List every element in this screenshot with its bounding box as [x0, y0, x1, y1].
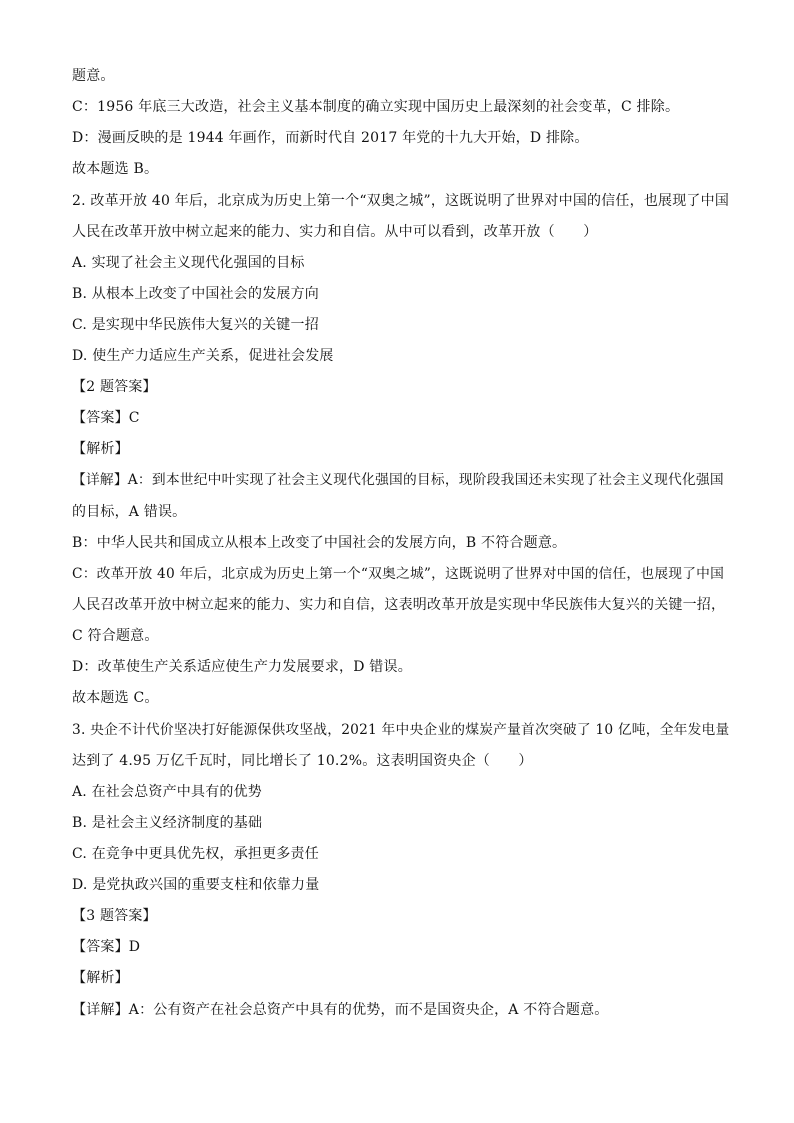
question-stem: 达到了 4.95 万亿千瓦时，同比增长了 10.2%。这表明国资央企（ ）	[72, 753, 533, 769]
explanation-line: C 符合题意。	[72, 628, 159, 644]
question-stem: 人民在改革开放中树立起来的能力、实力和自信。从中可以看到，改革开放（ ）	[72, 224, 598, 240]
explanation-line: 【详解】A：到本世纪中叶实现了社会主义现代化强国的目标，现阶段我国还未实现了社会主义现代化强国	[72, 472, 724, 488]
option-a: A. 在社会总资产中具有的优势	[72, 784, 263, 800]
explanation-line: D：改革使生产关系适应使生产力发展要求，D 错误。	[72, 659, 412, 675]
text-line: C：1956 年底三大改造，社会主义基本制度的确立实现中国历史上最深刻的社会变革，C 排除。	[72, 99, 680, 115]
explanation-line: 人民召改革开放中树立起来的能力、实力和自信，这表明改革开放是实现中华民族伟大复兴的关键一招，	[72, 597, 726, 613]
explanation-line: 的目标，A 错误。	[72, 504, 187, 520]
option-c: C. 是实现中华民族伟大复兴的关键一招	[72, 317, 319, 333]
question-stem: 2. 改革开放 40 年后，北京成为历史上第一个“双奥之城”，这既说明了世界对中国的信任，也展现了中国	[72, 193, 730, 209]
text-line: 题意。	[72, 68, 115, 84]
analysis-heading: 【解析】	[72, 441, 129, 457]
option-b: B. 是社会主义经济制度的基础	[72, 815, 263, 831]
analysis-heading: 【解析】	[72, 970, 129, 986]
option-b: B. 从根本上改变了中国社会的发展方向	[72, 286, 319, 302]
explanation-line: 【详解】A：公有资产在社会总资产中具有的优势，而不是国资央企，A 不符合题意。	[72, 1002, 609, 1018]
question-stem: 3. 央企不计代价坚决打好能源保供攻坚战，2021 年中央企业的煤炭产量首次突破了 10 亿吨，全年发电量	[72, 722, 730, 738]
option-c: C. 在竞争中更具优先权，承担更多责任	[72, 846, 319, 862]
explanation-line: B：中华人民共和国成立从根本上改变了中国社会的发展方向，B 不符合题意。	[72, 535, 567, 551]
option-a: A. 实现了社会主义现代化强国的目标	[72, 255, 305, 271]
option-d: D. 是党执政兴国的重要支柱和依靠力量	[72, 877, 320, 893]
answer-line: 【答案】D	[72, 939, 141, 955]
text-line: D：漫画反映的是 1944 年画作，而新时代自 2017 年党的十九大开始，D 排除。	[72, 130, 589, 146]
answer-line: 【答案】C	[72, 410, 140, 426]
answer-heading: 【3 题答案】	[72, 908, 157, 924]
option-d: D. 使生产力适应生产关系，促进社会发展	[72, 348, 334, 364]
explanation-line: C：改革开放 40 年后，北京成为历史上第一个“双奥之城”，这既说明了世界对中国的信任，也展现了中国	[72, 566, 725, 582]
text-line: 故本题选 B。	[72, 161, 159, 177]
explanation-line: 故本题选 C。	[72, 690, 159, 706]
answer-heading: 【2 题答案】	[72, 379, 157, 395]
